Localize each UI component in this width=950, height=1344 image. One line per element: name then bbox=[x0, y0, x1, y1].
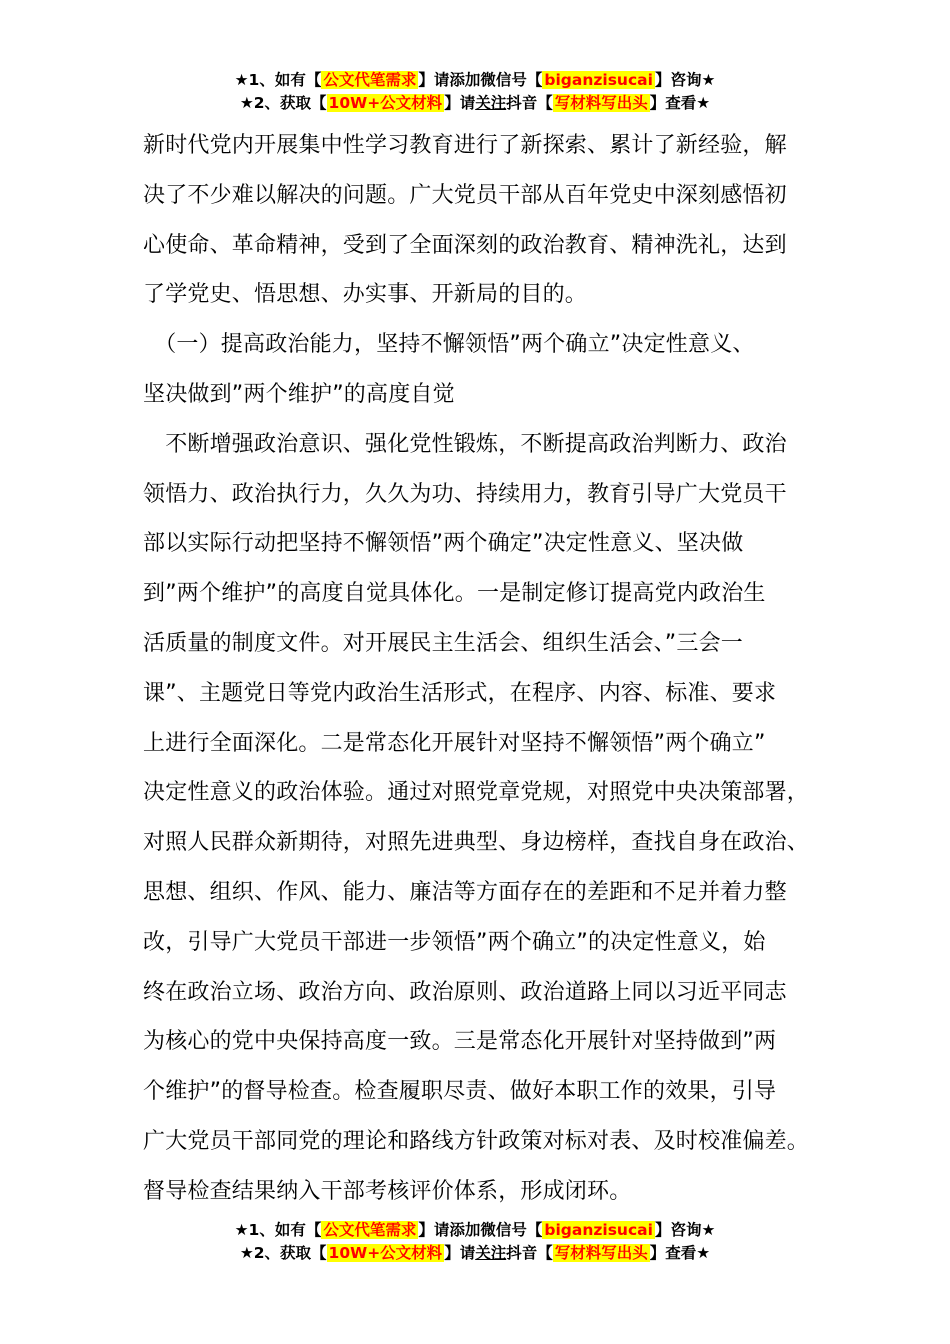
body-line: 新时代党内开展集中性学习教育进行了新探索、累计了新经验，解 bbox=[143, 133, 787, 158]
body-line: 决定性意义的政治体验。通过对照党章党规，对照党中央决策部署， bbox=[143, 780, 810, 806]
body-line: 课”、主题党日等党内政治生活形式，在程序、内容、标准、要求 bbox=[143, 680, 777, 706]
highlight-douyin-account: 写材料写出头 bbox=[554, 94, 648, 112]
body-line: 了学党史、悟思想、办实事、开新局的目的。 bbox=[143, 282, 588, 308]
highlight-service: 公文代笔需求 bbox=[323, 1221, 417, 1239]
body-line: 为核心的党中央保持高度一致。三是常态化开展针对坚持做到”两 bbox=[143, 1029, 777, 1055]
banner-line-1: ★1、如有【 公文代笔需求 】请添加微信号【 biganzisucai 】咨询★ bbox=[234, 71, 716, 89]
body-line: 不断增强政治意识、强化党性锻炼，不断提高政治判断力、政治 bbox=[143, 431, 787, 457]
highlight-wechat-id: biganzisucai bbox=[544, 71, 653, 89]
header-banner bbox=[0, 69, 950, 115]
banner-line-2: ★2、获取【 10W+公文材料 】请关注抖音【 写材料写出头 】查看★ bbox=[239, 94, 711, 112]
body-line: 改，引导广大党员干部进一步领悟”两个确立”的决定性意义，始 bbox=[143, 929, 766, 955]
body-line: 终在政治立场、政治方向、政治原则、政治道路上同以习近平同志 bbox=[143, 979, 787, 1005]
banner-line-2: ★2、获取【 10W+公文材料 】请关注抖音【 写材料写出头 】查看★ bbox=[239, 1244, 711, 1262]
highlight-materials: 10W+公文材料 bbox=[328, 1244, 443, 1262]
body-line: 个维护”的督导检查。检查履职尽责、做好本职工作的效果，引导 bbox=[143, 1079, 777, 1105]
section-heading-line: （一）提高政治能力，坚持不懈领悟”两个确立”决定性意义、 bbox=[143, 332, 755, 358]
highlight-wechat-id: biganzisucai bbox=[544, 1221, 653, 1239]
section-heading-line: 坚决做到”两个维护”的高度自觉 bbox=[143, 381, 455, 407]
body-line: 督导检查结果纳入干部考核评价体系，形成闭环。 bbox=[143, 1178, 632, 1204]
footer-banner bbox=[0, 1219, 950, 1265]
body-line: 广大党员干部同党的理论和路线方针政策对标对表、及时校准偏差。 bbox=[143, 1128, 810, 1154]
banner-line-1: ★1、如有【 公文代笔需求 】请添加微信号【 biganzisucai 】咨询★ bbox=[234, 1221, 716, 1239]
body-line: 思想、组织、作风、能力、廉洁等方面存在的差距和不足并着力整 bbox=[143, 879, 787, 905]
body-line: 部以实际行动把坚持不懈领悟”两个确定”决定性意义、坚决做 bbox=[143, 531, 744, 557]
body-line: 到”两个维护”的高度自觉具体化。一是制定修订提高党内政治生 bbox=[143, 581, 766, 607]
highlight-douyin-account: 写材料写出头 bbox=[554, 1244, 648, 1262]
highlight-service: 公文代笔需求 bbox=[323, 71, 417, 89]
body-line: 决了不少难以解决的问题。广大党员干部从百年党史中深刻感悟初 bbox=[143, 182, 787, 208]
document-body bbox=[143, 121, 833, 1217]
underlined-follow: 关注 bbox=[475, 94, 507, 112]
body-line: 心使命、革命精神，受到了全面深刻的政治教育、精神洗礼，达到 bbox=[143, 232, 787, 258]
highlight-materials: 10W+公文材料 bbox=[328, 94, 443, 112]
body-line: 对照人民群众新期待，对照先进典型、身边榜样，查找自身在政治、 bbox=[143, 830, 810, 856]
body-line: 上进行全面深化。二是常态化开展针对坚持不懈领悟”两个确立” bbox=[143, 730, 766, 756]
underlined-follow: 关注 bbox=[475, 1244, 507, 1262]
body-line: 活质量的制度文件。对开展民主生活会、组织生活会、”三会一 bbox=[143, 630, 743, 656]
body-line: 领悟力、政治执行力，久久为功、持续用力，教育引导广大党员干 bbox=[143, 481, 787, 507]
